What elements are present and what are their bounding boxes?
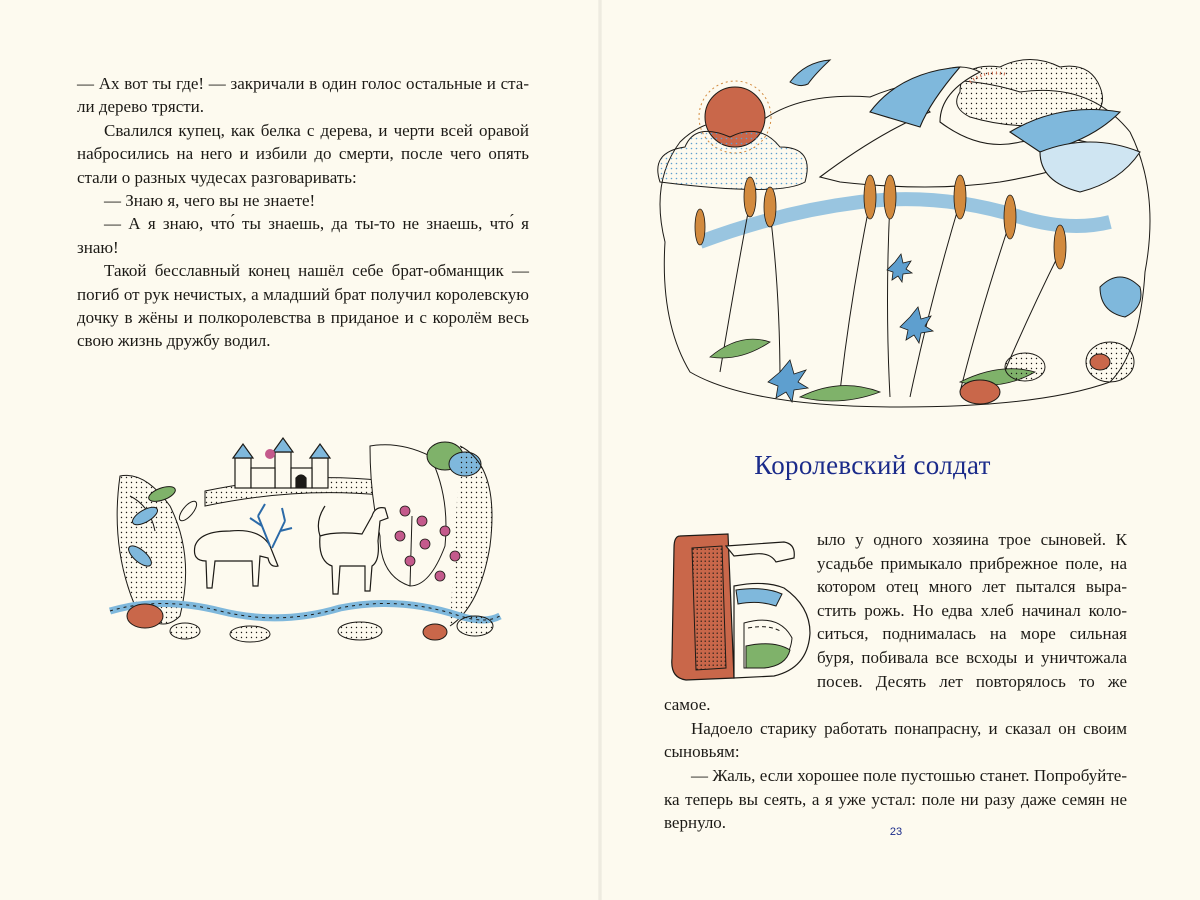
right-paragraph-3: — Жаль, если хорошее поле пустошью станет. Попробуйте-ка теперь вы сеять, а я уже устал: поле ни разу даже семян не вернуло.	[664, 765, 1127, 833]
chapter-title: Королевский солдат	[754, 450, 991, 480]
deer-castle-illustration	[100, 436, 505, 646]
left-page-text	[77, 72, 529, 353]
left-paragraph-4: — А я знаю, что́ ты знаешь, да ты-то не знаешь, что́ я знаю!	[77, 214, 529, 257]
left-paragraph-2: Свалился купец, как белка с дерева, и черти всей оравой набросились на него и избили до смерти, после чего опять стали о разных чудесах разговаривать:	[77, 120, 529, 187]
right-page-text	[664, 528, 1127, 835]
wheat-birds-illustration	[640, 52, 1165, 412]
right-paragraph-2: Надоело старику работать понапрасну, и сказал он своим сыновьям:	[664, 718, 1127, 762]
drop-cap-space	[664, 528, 817, 686]
left-paragraph-5: Такой бесславный конец нашёл себе брат-обманщик — погиб от рук нечистых, а младший брат получил королевскую дочку в жёны и полкоролевства в приданое и с королём весь свою жизнь дружбу водил.	[77, 261, 529, 351]
right-paragraph-1: ыло у одного хозяина трое сыновей. К усадьбе примыкало прибрежное поле, на котором отец много лет пытался вырастить рожь. Но едва хлеб начинал колоситься, поднималась на море сильная буря, побивала все всходы и уничтожала посев. Десять лет повторялось то же самое.	[664, 530, 1127, 715]
page-number: 23	[889, 826, 903, 838]
left-paragraph-1: — Ах вот ты где! — закричали в один голос остальные и стали дерево трясти.	[77, 74, 529, 117]
left-paragraph-3: — Знаю я, чего вы не знаете!	[104, 191, 316, 211]
